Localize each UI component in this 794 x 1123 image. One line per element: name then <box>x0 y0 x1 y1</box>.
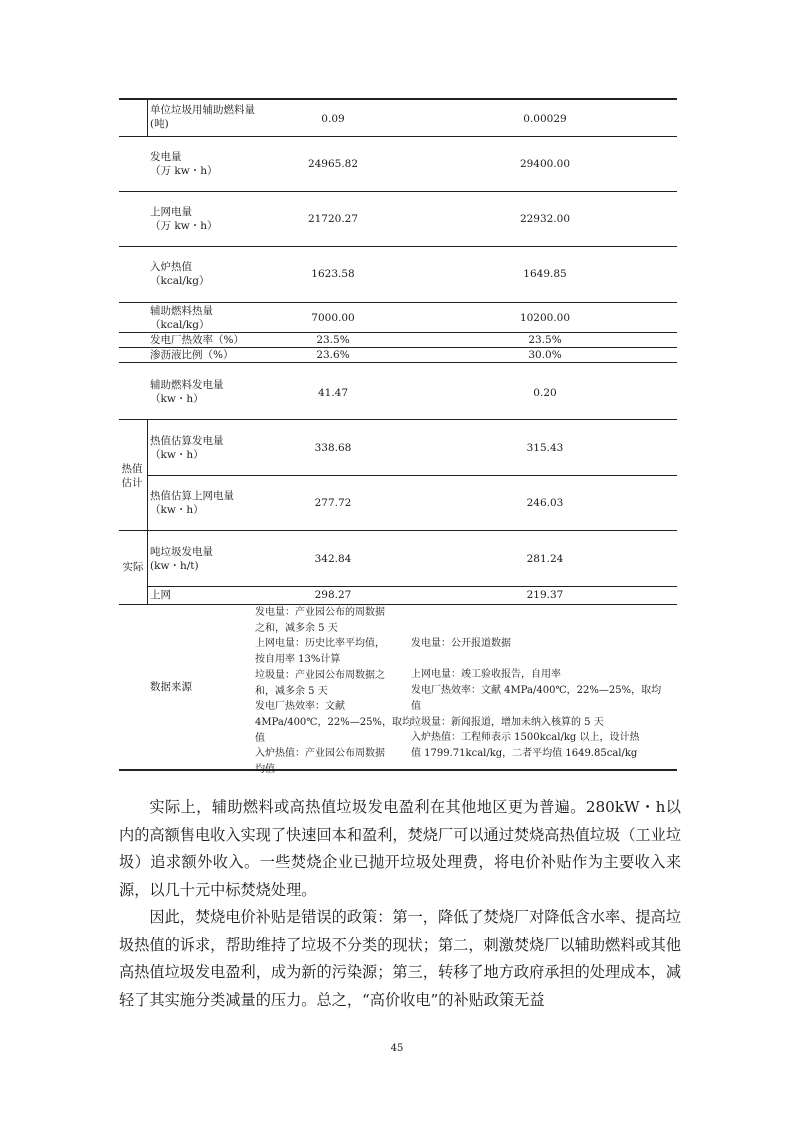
row-label: 吨垃圾发电量 <box>150 546 213 558</box>
value-cell: 1623.58 <box>311 268 355 280</box>
value-cell: 24965.82 <box>307 158 359 170</box>
source-line: 入炉热值：产业园公布周数据 <box>255 748 385 760</box>
value-cell: 342.84 <box>314 553 352 565</box>
row-unit: （kw・h） <box>150 393 204 405</box>
row-unit: （万 kw・h） <box>150 220 218 232</box>
value-cell: 10200.00 <box>519 312 571 324</box>
page-number: 45 <box>390 1043 404 1054</box>
value-cell: 246.03 <box>526 497 564 509</box>
source-line: 和，减多余 5 天 <box>255 685 328 697</box>
group-label-actual: 实际 <box>122 561 144 573</box>
source-line: 垃圾量：新闻报道，增加未纳入核算的 5 天 <box>411 716 604 728</box>
value-cell: 1649.85 <box>523 268 567 280</box>
value-cell: 281.24 <box>526 553 564 565</box>
row-divider <box>119 419 677 420</box>
source-line: 上网电量：竣工验收报告，自用率 <box>411 669 561 681</box>
source-line: 值 <box>255 732 265 744</box>
source-line: 发电量：公开报道数据 <box>411 638 511 649</box>
value-cell: 30.0% <box>528 349 562 361</box>
row-label: 发电量 <box>150 151 182 163</box>
row-label: 辅助燃料热量 <box>150 305 213 317</box>
row-label: 发电厂热效率（%） <box>150 334 244 346</box>
value-cell: 7000.00 <box>311 312 355 324</box>
body-paragraph: 因此，焚烧电价补贴是错误的政策：第一，降低了焚烧厂对降低含水率、提高垃圾热值的诉求，帮助维持了垃圾不分类的现状；第二，刺激焚烧厂以辅助燃料或其他高热值垃圾发电盈利，成为新的污染源；第三，转移了地方政府承担的处理成本，减轻了其实施分类减量的压力。总之，“高价收电”的补贴政策无益 <box>119 908 681 1009</box>
source-notes-column-2 <box>411 636 677 762</box>
row-label: 热值估算发电量 <box>150 435 224 447</box>
value-cell: 21720.27 <box>307 213 359 225</box>
row-divider <box>119 530 677 531</box>
row-unit: (kw・h/t) <box>150 560 199 572</box>
row-unit: （万 kw・h） <box>150 165 218 177</box>
group-divider <box>147 530 148 604</box>
source-line: 垃圾量：产业园公布周数据之 <box>255 669 385 681</box>
source-line: 发电厂热效率：文献 4MPa/400℃，22%—25%，取均 <box>411 685 662 697</box>
row-unit: （kw・h） <box>150 504 204 516</box>
value-cell: 29400.00 <box>519 158 571 170</box>
group-label-estimate: 热值估计 <box>121 463 143 489</box>
value-cell: 219.37 <box>526 589 564 601</box>
row-unit: （kcal/kg） <box>150 275 210 287</box>
source-line: 按自用率 13%计算 <box>255 654 341 666</box>
row-unit: （kw・h） <box>150 449 204 461</box>
value-cell: 298.27 <box>314 589 352 601</box>
row-label: 上网 <box>150 589 171 601</box>
row-divider <box>119 246 677 247</box>
value-cell: 338.68 <box>314 442 352 454</box>
row-label: 热值估算上网电量 <box>150 490 234 502</box>
value-cell: 23.6% <box>316 349 350 361</box>
source-line: 值 1799.71kcal/kg，二者平均值 1649.85cal/kg <box>411 747 638 759</box>
body-paragraph: 实际上，辅助燃料或高热值垃圾发电盈利在其他地区更为普遍。280kW・h以内的高额售电收入实现了快速回本和盈利，焚烧厂可以通过焚烧高热值垃圾（工业垃圾）追求额外收入。一些焚烧企业已抛开垃圾处理费，将电价补贴作为主要收入来源，以几十元中标焚烧处理。 <box>119 798 681 899</box>
source-line: 入炉热值：工程师表示 1500kcal/kg 以上，设计热 <box>411 732 640 744</box>
source-line: 发电量：产业园公布的周数据 <box>255 607 385 618</box>
row-label: 单位垃圾用辅助燃料量(吨) <box>150 104 255 130</box>
row-divider <box>119 362 677 363</box>
row-divider <box>119 136 677 137</box>
value-cell: 277.72 <box>314 497 352 509</box>
source-notes-column-1 <box>255 605 415 778</box>
value-cell: 41.47 <box>317 387 349 399</box>
group-divider <box>147 419 148 530</box>
value-cell: 0.20 <box>533 387 557 399</box>
row-label: 辅助燃料发电量 <box>150 379 224 391</box>
row-label: 渗沥液比例（%） <box>150 349 234 361</box>
source-line: 4MPa/400℃，22%—25%，取均 <box>255 716 412 728</box>
row-divider <box>147 475 677 476</box>
value-cell: 0.09 <box>321 113 345 125</box>
source-line: 之和，减多余 5 天 <box>255 622 338 634</box>
source-label: 数据来源 <box>150 681 192 693</box>
value-cell: 315.43 <box>526 442 564 454</box>
source-line: 上网电量：历史比率平均值， <box>255 638 385 650</box>
source-line: 发电厂热效率：文献 <box>255 701 345 713</box>
row-divider <box>119 302 677 303</box>
data-table <box>119 98 677 776</box>
table-top-rule <box>119 98 677 100</box>
row-label: 上网电量 <box>150 206 192 218</box>
row-divider <box>119 191 677 192</box>
value-cell: 22932.00 <box>519 213 571 225</box>
value-cell: 0.00029 <box>523 113 567 125</box>
source-line: 均值 <box>255 764 275 776</box>
value-cell: 23.5% <box>316 334 350 346</box>
row-label: 入炉热值 <box>150 261 192 273</box>
value-cell: 23.5% <box>528 334 562 346</box>
row-divider <box>147 586 677 587</box>
row-unit: （kcal/kg） <box>150 319 210 331</box>
source-line: 值 <box>411 700 421 712</box>
group-divider <box>147 98 148 136</box>
